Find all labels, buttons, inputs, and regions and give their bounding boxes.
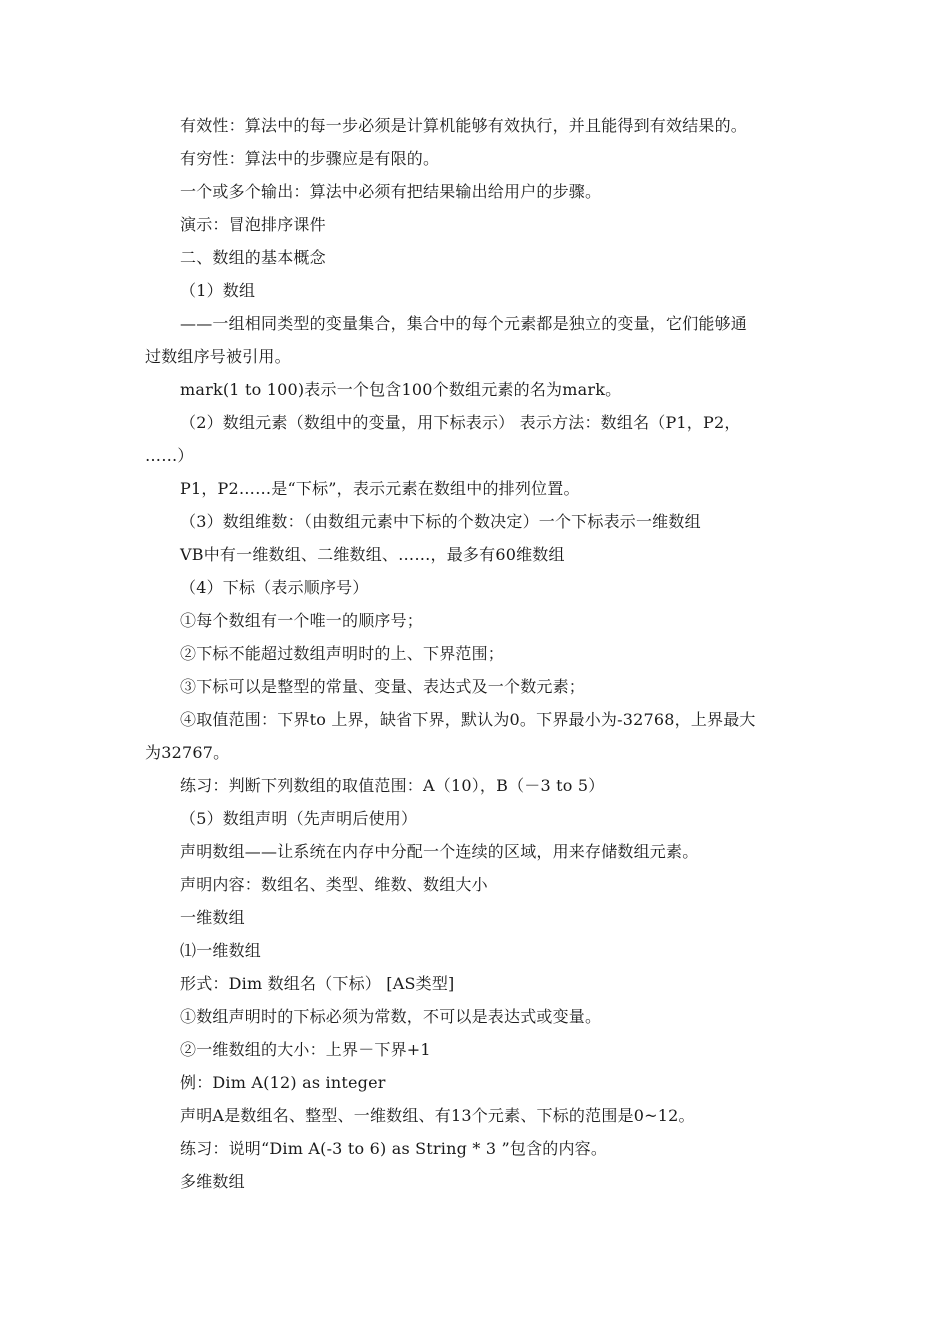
section-heading-array-concepts: 二、数组的基本概念 — [180, 248, 326, 267]
list-item-subscript-2: ②下标不能超过数组声明时的上、下界范围； — [180, 644, 505, 663]
paragraph-effectiveness: 有效性：算法中的每一步必须是计算机能够有效执行，并且能得到有效结果的。 — [180, 116, 748, 135]
subheading-array-element: （2）数组元素（数组中的变量，用下标表示） 表示方法：数组名（P1，P2， — [180, 413, 741, 432]
subheading-dimensions: （3）数组维数：（由数组元素中下标的个数决定）一个下标表示一维数组 — [180, 512, 701, 531]
paragraph-output: 一个或多个输出：算法中必须有把结果输出给用户的步骤。 — [180, 182, 602, 201]
heading-one-dimensional: 一维数组 — [180, 908, 245, 927]
paragraph-vb-dimensions: VB中有一维数组、二维数组、……，最多有60维数组 — [180, 545, 565, 564]
list-item-subscript-3: ③下标可以是整型的常量、变量、表达式及一个数元素； — [180, 677, 586, 696]
paragraph-declare-array: 声明数组——让系统在内存中分配一个连续的区域，用来存储数组元素。 — [180, 842, 699, 861]
subheading-declaration: （5）数组声明（先声明后使用） — [180, 809, 418, 828]
paragraph-array-definition-cont: 过数组序号被引用。 — [145, 347, 291, 366]
paragraph-exercise-dim: 练习：说明“Dim A(-3 to 6) as String * 3 ”包含的内容。 — [180, 1139, 608, 1158]
subheading-array: （1）数组 — [180, 281, 256, 300]
paragraph-example-dim: 例：Dim A(12) as integer — [180, 1073, 386, 1092]
subheading-subscript: （4）下标（表示顺序号） — [180, 578, 369, 597]
paragraph-finiteness: 有穷性：算法中的步骤应是有限的。 — [180, 149, 440, 168]
list-item-subscript-4-cont: 为32767。 — [145, 743, 230, 762]
paragraph-declare-content: 声明内容：数组名、类型、维数、数组大小 — [180, 875, 488, 894]
paragraph-array-definition: ——一组相同类型的变量集合，集合中的每个元素都是独立的变量，它们能够通 — [180, 314, 748, 333]
paragraph-exercise-range: 练习：判断下列数组的取值范围：A（10），B（－3 to 5） — [180, 776, 605, 795]
paragraph-mark-example: mark(1 to 100)表示一个包含100个数组元素的名为mark。 — [180, 380, 622, 399]
list-item-subscript-4: ④取值范围：下界to 上界，缺省下界，默认为0。下界最小为-32768，上界最大 — [180, 710, 756, 729]
heading-multi-dimensional: 多维数组 — [180, 1172, 245, 1191]
paragraph-example-explanation: 声明A是数组名、整型、一维数组、有13个元素、下标的范围是0~12。 — [180, 1106, 695, 1125]
paragraph-subscript-meaning: P1，P2……是“下标”，表示元素在数组中的排列位置。 — [180, 479, 580, 498]
subheading-one-dimensional: ⑴一维数组 — [180, 941, 262, 960]
list-item-declare-1: ①数组声明时的下标必须为常数，不可以是表达式或变量。 — [180, 1007, 602, 1026]
subheading-array-element-cont: ……） — [145, 446, 194, 465]
list-item-declare-2: ②一维数组的大小：上界－下界+1 — [180, 1040, 431, 1059]
list-item-subscript-1: ①每个数组有一个唯一的顺序号； — [180, 611, 424, 630]
paragraph-demo: 演示：冒泡排序课件 — [180, 215, 326, 234]
paragraph-form: 形式：Dim 数组名（下标） [AS类型] — [180, 974, 455, 993]
